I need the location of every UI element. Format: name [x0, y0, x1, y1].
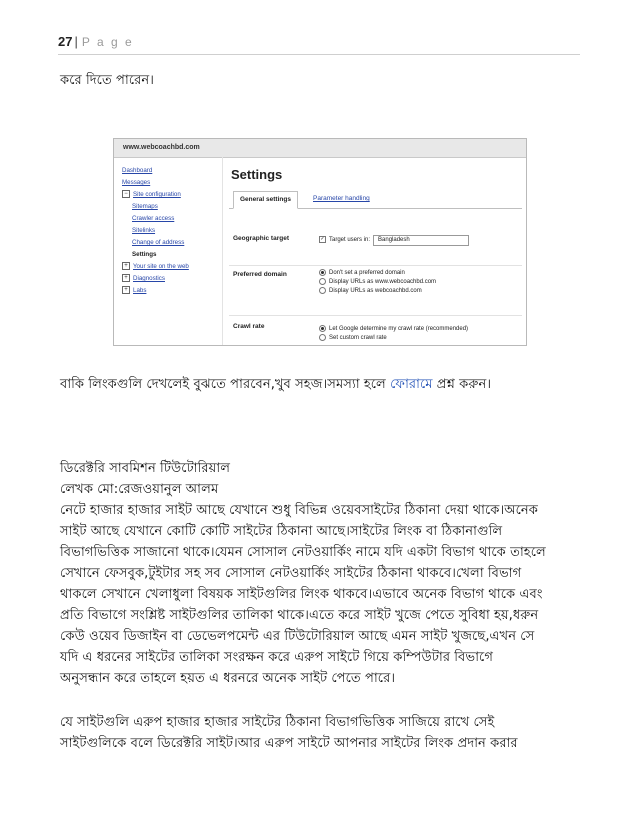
collapse-icon: − — [122, 190, 130, 198]
crawl-option-1: Let Google determine my crawl rate (recommended) — [329, 326, 469, 333]
sidebar-item-your-site: + Your site on the web — [122, 261, 220, 273]
text-line: সেখানে ফেসবুক,টুইটার সহ সব সোসাল নেটওয়ার্কিং সাইটের ঠিকানা থাকবে।খেলা বিভাগ — [60, 566, 522, 581]
radio-icon — [319, 334, 326, 341]
text-line: কেউ ওয়েব ডিজাইন বা ডেভেলপমেন্ট এর টিউটোরিয়াল আছে এমন সাইট খুজছে,এখন সে — [60, 629, 535, 644]
text-line: সাইট আছে যেখানে কোটি কোটি সাইটের ঠিকানা আছে।সাইটের লিংক বা ঠিকানাগুলি — [60, 524, 503, 539]
geographic-target-label: Geographic target — [233, 235, 289, 242]
tab-general-settings: General settings — [233, 191, 298, 209]
sidebar-item-messages: Messages — [122, 179, 151, 186]
radio-selected-icon — [319, 325, 326, 332]
radio-icon — [319, 287, 326, 294]
expand-icon: + — [122, 286, 130, 294]
text-line: যদি এ ধরনের সাইটের তালিকা সংরক্ষন করে এরুপ সাইটে গিয়ে কম্পিউটার বিভাগে — [60, 650, 493, 665]
sidebar-item-diagnostics: + Diagnostics — [122, 273, 220, 285]
sidebar-item-sitemaps: Sitemaps — [132, 203, 158, 210]
paragraph-2 — [60, 374, 491, 395]
radio-icon — [319, 278, 326, 285]
sidebar-item-dashboard: Dashboard — [122, 167, 153, 174]
domain-option-2: Display URLs as www.webcoachbd.com — [329, 279, 437, 286]
text-line: যে সাইটগুলি এরুপ হাজার হাজার সাইটের ঠিকানা বিভাগভিত্তিক সাজিয়ে রাখে সেই — [60, 715, 495, 730]
country-select: Bangladesh — [373, 235, 469, 246]
crawl-option-2: Set custom crawl rate — [329, 335, 387, 342]
text-line: সাইটগুলিকে বলে ডিরেক্টরি সাইট।আর এরুপ সাইটে আপনার সাইটের লিংক প্রদান করার — [60, 736, 518, 751]
settings-tabs — [229, 191, 522, 209]
author-line: লেখক মো:রেজওয়ানুল আলম — [60, 482, 219, 497]
page-number: 27 — [58, 34, 73, 49]
header-separator: | — [74, 34, 78, 49]
preferred-domain-row — [229, 265, 522, 316]
sidebar-item-crawler-access: Crawler access — [132, 215, 175, 222]
page-header — [58, 34, 580, 55]
tab-parameter-handling: Parameter handling — [313, 195, 370, 202]
paragraph-3 — [60, 458, 546, 689]
screenshot-main — [222, 157, 526, 345]
page-label: P a g e — [81, 35, 134, 49]
sidebar-item-change-of-address: Change of address — [132, 239, 185, 246]
radio-selected-icon — [319, 269, 326, 276]
paragraph-2-text: বাকি লিংকগুলি দেখলেই বুঝতে পারবেন,খুব সহজ।সমস্যা হলে — [60, 377, 391, 392]
expand-icon: + — [122, 262, 130, 270]
geographic-target-row — [229, 215, 522, 266]
expand-icon: + — [122, 274, 130, 282]
forum-link[interactable]: ফোরামে — [390, 377, 433, 392]
domain-option-1: Don't set a preferred domain — [329, 270, 405, 277]
paragraph-1: করে দিতে পারেন। — [60, 73, 154, 88]
text-line: থাকলে সেখানে খেলাধুলা বিষয়ক সাইটগুলির লিংক থাকবে।এভাবে অনেক বিভাগ থাকে এবং — [60, 587, 543, 602]
text-line: বিভাগভিত্তিক সাজানো থাকে।যেমন সোসাল নেটওয়ার্কিং নামে যদি একটা বিভাগ থাকে তাহলে — [60, 545, 546, 560]
screenshot-sidebar — [122, 165, 220, 297]
tutorial-heading: ডিরেক্টরি সাবমিশন টিউটোরিয়াল — [60, 461, 231, 476]
checkbox-icon: ✓ — [320, 235, 325, 242]
preferred-domain-label: Preferred domain — [233, 271, 287, 278]
sidebar-item-sitelinks: Sitelinks — [132, 227, 156, 234]
paragraph-2-end: প্রশ্ন করুন। — [432, 377, 492, 392]
sidebar-item-settings: Settings — [132, 251, 157, 258]
screenshot-url: www.webcoachbd.com — [114, 139, 526, 158]
text-line: প্রতি বিভাগে সংশ্লিষ্ট সাইটগুলির তালিকা থাকে।এতে করে সাইট খুজে পেতে সুবিধা হয়,ধরুন — [60, 608, 539, 623]
crawl-rate-row — [229, 317, 522, 345]
paragraph-4 — [60, 712, 518, 754]
settings-title: Settings — [231, 167, 283, 182]
crawl-rate-label: Crawl rate — [233, 323, 265, 330]
sidebar-item-site-configuration: − Site configuration — [122, 189, 220, 201]
domain-option-3: Display URLs as webcoachbd.com — [329, 288, 422, 295]
text-line: অনুসন্ধান করে তাহলে হয়ত এ ধরনরে অনেক সাইট পেতে পারে। — [60, 671, 396, 686]
target-users-label: Target users in: — [329, 237, 371, 243]
sidebar-item-labs: + Labs — [122, 285, 220, 297]
embedded-screenshot — [113, 138, 527, 346]
text-line: নেটে হাজার হাজার সাইট আছে যেখানে শুধু বিভিন্ন ওয়েবসাইটের ঠিকানা দেয়া থাকে।অনেক — [60, 503, 539, 518]
